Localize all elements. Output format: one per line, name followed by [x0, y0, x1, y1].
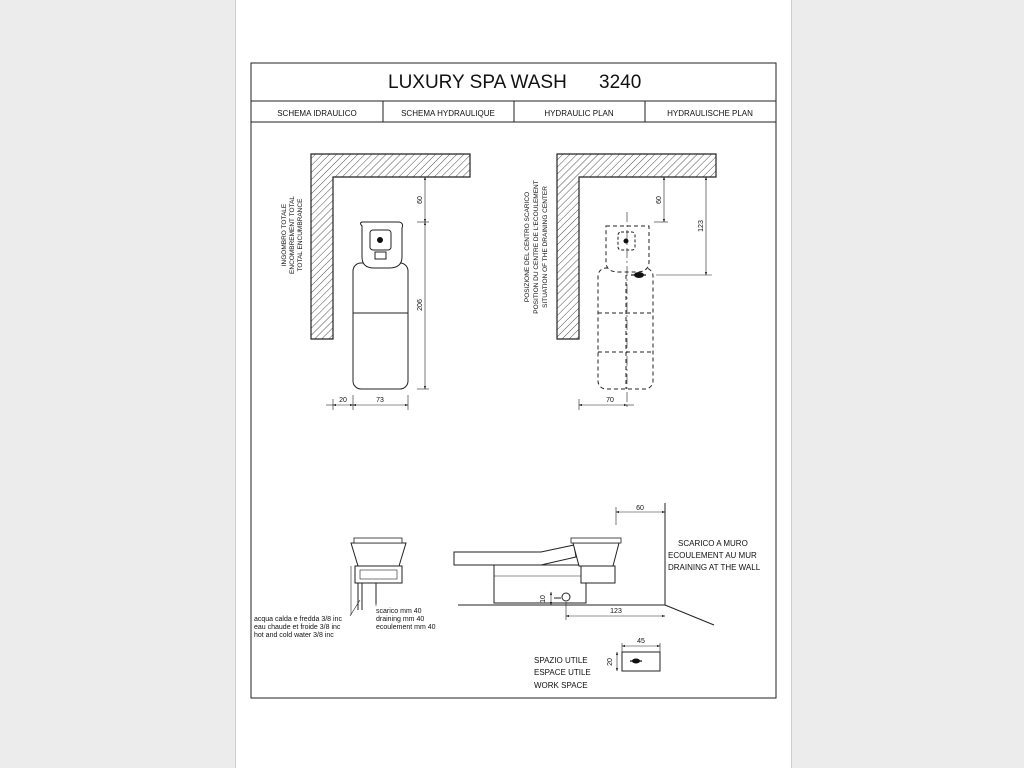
plan-left: [281, 154, 470, 410]
dim-work-space-height: 20: [607, 658, 614, 666]
dim-left-wall-gap: 20: [339, 397, 347, 404]
label-total-encumbrance-fr: ENCOMBREMENT TOTAL: [289, 196, 296, 274]
dim-left-length: 206: [417, 299, 424, 311]
header-schema-idraulico: SCHEMA IDRAULICO: [277, 109, 357, 118]
work-space-label-en: WORK SPACE: [534, 681, 588, 690]
drain-label-fr: draining mm 40: [376, 616, 425, 623]
side-backrest: [454, 545, 576, 565]
hydraulic-plan-drawing: [236, 0, 791, 768]
plan-right: [524, 154, 716, 410]
dim-side-wall: 60: [636, 505, 644, 512]
dim-left-width: 73: [376, 397, 384, 404]
side-basin: [573, 543, 619, 566]
dim-right-drain: 123: [698, 220, 705, 232]
title: LUXURY SPA WASH: [388, 72, 567, 93]
label-drain-center-it: POSIZIONE DEL CENTRO SCARICO: [524, 191, 531, 303]
work-space: [534, 638, 660, 690]
dim-right-top: 60: [656, 196, 663, 204]
header-hydraulic-plan: HYDRAULIC PLAN: [544, 109, 614, 118]
label-drain-center-en: SITUATION OF THE DRAINING CENTER: [542, 186, 549, 308]
dim-side-height: 10: [540, 595, 547, 603]
drawing-sheet: [235, 0, 792, 768]
header-hydraulische-plan: HYDRAULISCHE PLAN: [667, 109, 753, 118]
wall-drain-label-en: DRAINING AT THE WALL: [668, 563, 761, 572]
wall-drain-label-it: SCARICO A MURO: [678, 539, 748, 548]
work-space-label-it: SPAZIO UTILE: [534, 656, 588, 665]
label-total-encumbrance-en: TOTAL ENCUMBRANCE: [297, 198, 304, 272]
wall-drain-label-fr: ECOULEMENT AU MUR: [668, 551, 757, 560]
dim-work-space-width: 45: [637, 638, 645, 645]
water-label-en: hot and cold water 3/8 inc: [254, 632, 334, 639]
dim-side-length: 123: [610, 608, 622, 615]
chair-outline-dashed: [598, 268, 653, 389]
side-view: [454, 503, 761, 625]
front-basin: [351, 543, 406, 566]
water-label-fr: eau chaude et froide 3/8 inc: [254, 624, 341, 631]
side-drain-outlet: [562, 593, 570, 601]
drain-symbol: [631, 272, 646, 278]
drain-label-it: scarico mm 40: [376, 608, 422, 615]
basin-dashed: [606, 226, 649, 272]
chair-body: [353, 263, 408, 389]
model-number: 3240: [599, 72, 642, 93]
dim-right-width: 70: [606, 397, 614, 404]
header-schema-hydraulique: SCHEMA HYDRAULIQUE: [401, 109, 495, 118]
dim-left-top: 60: [417, 196, 424, 204]
front-pedestal: [355, 566, 402, 583]
label-drain-center-fr: POSITION DU CENTRE DE L'ECOULEMENT: [533, 180, 540, 314]
work-space-label-fr: ESPACE UTILE: [534, 668, 591, 677]
front-view: [254, 538, 436, 639]
water-label-it: acqua calda e fredda 3/8 inc: [254, 616, 342, 623]
drain-label-en: ecoulement mm 40: [376, 624, 436, 631]
label-total-encumbrance-it: INGOMBRO TOTALE: [281, 203, 288, 267]
